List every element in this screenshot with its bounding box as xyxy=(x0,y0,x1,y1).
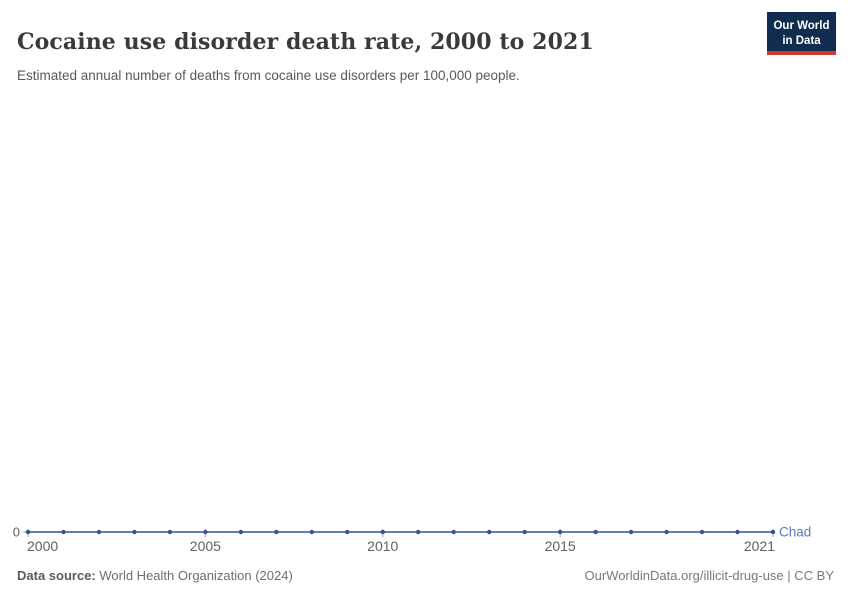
data-point[interactable] xyxy=(629,530,633,534)
x-axis-tick-label: 2005 xyxy=(189,538,221,554)
data-point[interactable] xyxy=(664,530,668,534)
data-point[interactable] xyxy=(416,530,420,534)
data-point[interactable] xyxy=(735,530,739,534)
data-source-value: World Health Organization (2024) xyxy=(95,568,293,583)
data-source-note xyxy=(17,568,293,583)
data-source-label: Data source: xyxy=(17,568,96,583)
data-point[interactable] xyxy=(452,530,456,534)
data-point[interactable] xyxy=(203,530,207,534)
data-point[interactable] xyxy=(168,530,172,534)
y-axis-tick-label: 0 xyxy=(12,524,20,540)
owid-logo-line1: Our World xyxy=(773,20,830,33)
series-end-label[interactable]: Chad xyxy=(779,524,812,540)
data-point[interactable] xyxy=(522,530,526,534)
x-axis-tick-label: 2015 xyxy=(544,538,576,554)
chart-subtitle: Estimated annual number of deaths from cocaine use disorders per 100,000 people. xyxy=(17,67,520,83)
data-point[interactable] xyxy=(26,530,30,534)
data-point[interactable] xyxy=(97,530,101,534)
data-point[interactable] xyxy=(487,530,491,534)
chart-footer xyxy=(17,568,834,583)
data-point[interactable] xyxy=(274,530,278,534)
data-point[interactable] xyxy=(593,530,597,534)
data-point[interactable] xyxy=(61,530,65,534)
owid-logo-line2: in Data xyxy=(782,34,821,47)
data-point[interactable] xyxy=(381,530,385,534)
data-point[interactable] xyxy=(239,530,243,534)
data-point[interactable] xyxy=(558,530,562,534)
x-axis-tick-label: 2021 xyxy=(743,538,775,554)
data-point[interactable] xyxy=(310,530,314,534)
x-axis-tick-label: 2000 xyxy=(27,538,59,554)
data-point[interactable] xyxy=(132,530,136,534)
data-point[interactable] xyxy=(345,530,349,534)
data-point[interactable] xyxy=(700,530,704,534)
chart-title: Cocaine use disorder death rate, 2000 to 2021 xyxy=(17,28,594,55)
data-point[interactable] xyxy=(771,530,775,534)
x-axis-tick-label: 2010 xyxy=(367,538,399,554)
owid-license-link[interactable]: OurWorldinData.org/illicit-drug-use | CC BY xyxy=(584,568,834,583)
